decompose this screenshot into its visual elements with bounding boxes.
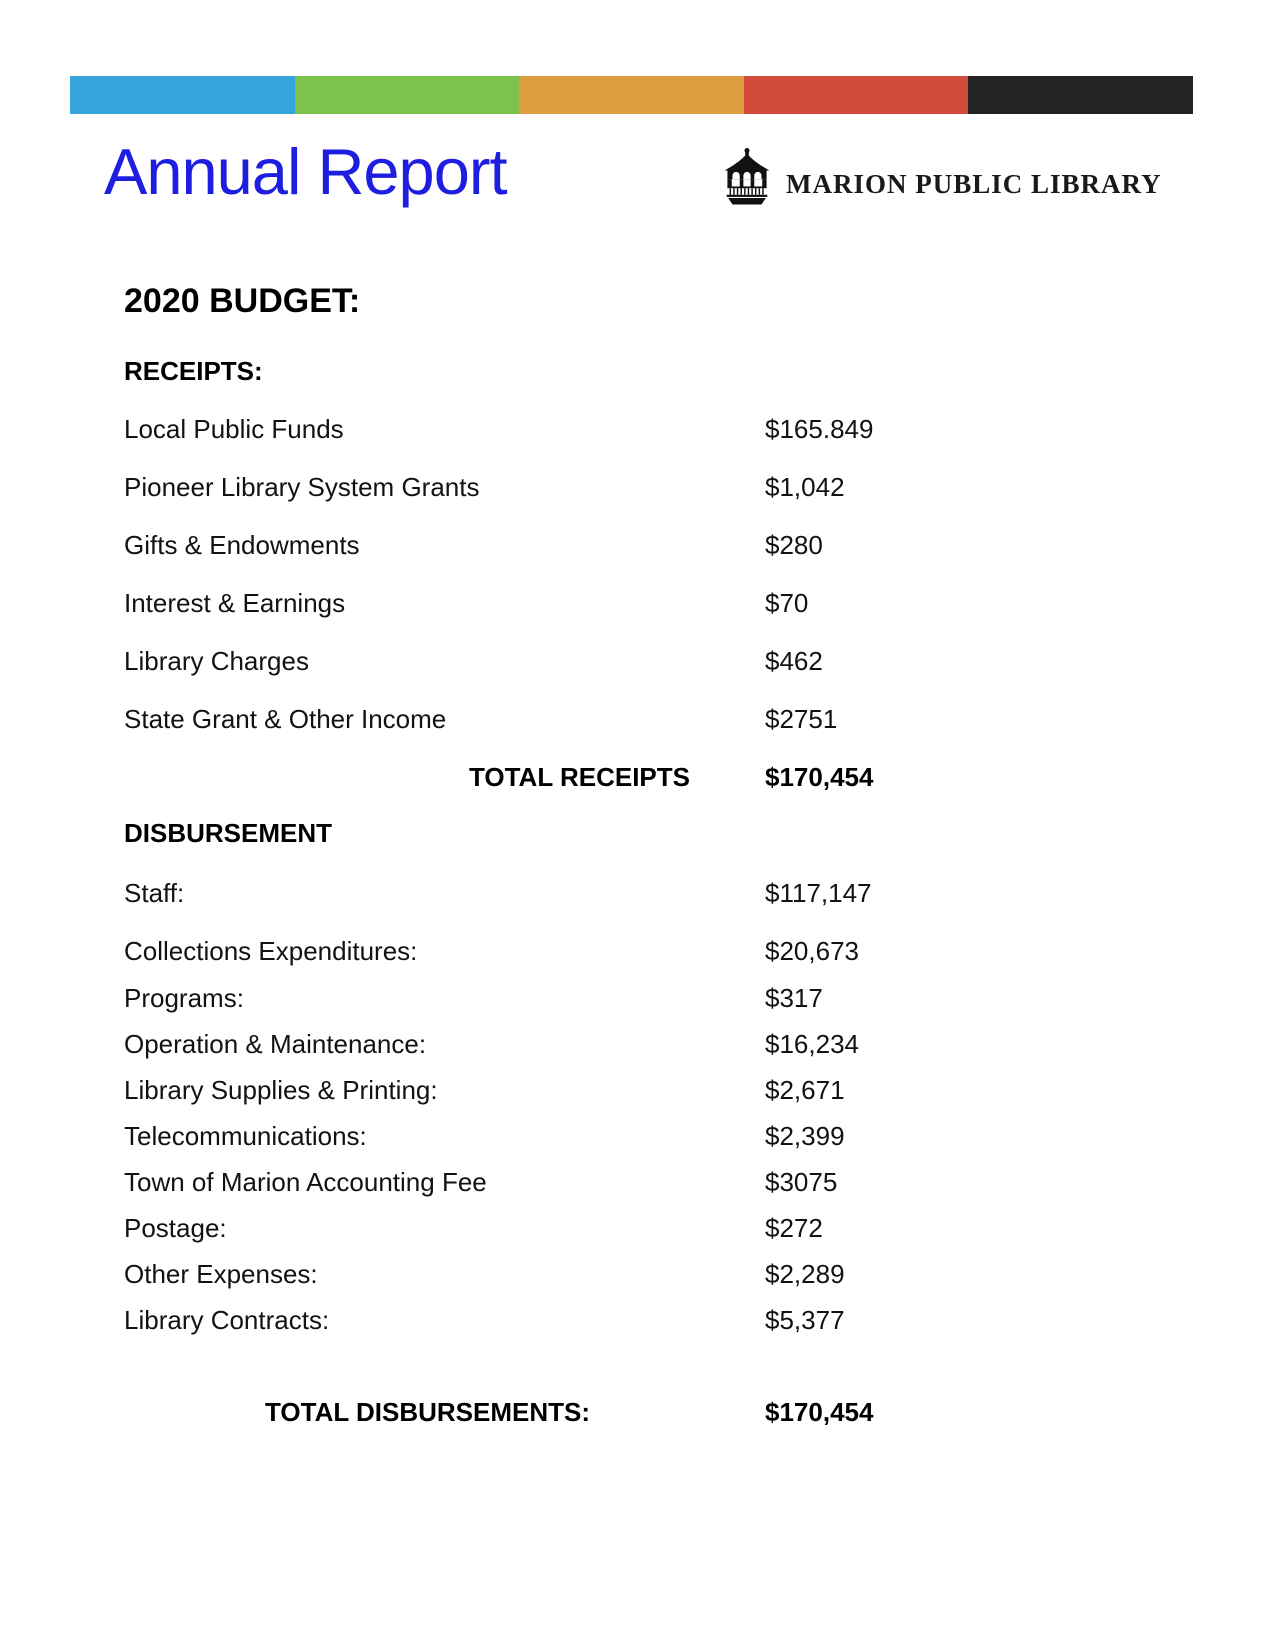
library-name: MARION PUBLIC LIBRARY [786,169,1162,199]
receipt-row [124,472,1084,503]
disbursement-row [124,1121,1084,1152]
disbursement-value: $16,234 [765,1029,859,1059]
receipt-label: Gifts & Endowments [124,530,360,560]
accent-bar-segment-red [744,76,969,114]
disbursement-value: $2,671 [765,1075,845,1105]
disbursement-value: $2,399 [765,1121,845,1151]
disbursement-row [124,1029,1084,1060]
disbursement-row [124,1259,1084,1290]
disbursement-value: $317 [765,983,823,1013]
receipt-label: Local Public Funds [124,414,344,444]
receipt-label: Pioneer Library System Grants [124,472,480,502]
disbursement-value: $117,147 [765,878,872,908]
total-disbursements-value: $170,454 [765,1397,874,1427]
disbursement-row [124,1213,1084,1244]
receipt-value: $70 [765,588,809,618]
receipt-row [124,530,1084,561]
disbursement-label: Programs: [124,983,244,1013]
gazebo-icon [722,148,772,206]
disbursement-row [124,878,1084,909]
disbursement-label: Other Expenses: [124,1259,318,1289]
receipt-row [124,704,1084,735]
disbursement-value: $5,377 [765,1305,845,1335]
accent-bar [70,76,1193,114]
disbursement-row [124,1305,1084,1336]
total-receipts-value: $170,454 [765,762,874,792]
page-title: Annual Report [104,135,507,208]
total-disbursements-label: TOTAL DISBURSEMENTS: [264,1397,590,1427]
accent-bar-segment-orange [519,76,744,114]
disbursement-label: Town of Marion Accounting Fee [124,1167,487,1197]
receipt-value: $462 [765,646,823,676]
disbursement-label: Staff: [124,878,185,908]
disbursement-label: Operation & Maintenance: [124,1029,427,1059]
receipt-value: $1,042 [765,472,845,502]
receipt-row [124,588,1084,619]
total-disbursements-row [124,1397,1084,1428]
receipt-value: $280 [765,530,823,560]
total-receipts-label: TOTAL RECEIPTS [468,762,690,792]
receipt-value: $2751 [765,704,838,734]
receipt-row [124,646,1084,677]
accent-bar-segment-blue [70,76,295,114]
disbursement-row [124,936,1084,967]
total-receipts-row [124,762,1084,793]
receipt-label: Library Charges [124,646,309,676]
disbursement-label: Library Contracts: [124,1305,330,1335]
receipt-row [124,414,1084,445]
receipt-label: State Grant & Other Income [124,704,447,734]
disbursement-value: $272 [765,1213,823,1243]
receipts-heading: RECEIPTS: [124,356,263,386]
accent-bar-segment-green [295,76,520,114]
accent-bar-segment-black [968,76,1193,114]
disbursement-label: Collections Expenditures: [124,936,418,966]
disbursement-heading: DISBURSEMENT [124,818,333,848]
disbursement-row [124,1167,1084,1198]
disbursement-row [124,983,1084,1014]
disbursement-label: Library Supplies & Printing: [124,1075,438,1105]
library-logo [722,148,1162,206]
budget-heading: 2020 BUDGET: [124,282,361,320]
disbursement-value: $20,673 [765,936,859,966]
receipt-value: $165.849 [765,414,874,444]
disbursement-label: Postage: [124,1213,227,1243]
disbursement-value: $2,289 [765,1259,845,1289]
disbursement-label: Telecommunications: [124,1121,367,1151]
disbursement-row [124,1075,1084,1106]
disbursement-value: $3075 [765,1167,838,1197]
receipt-label: Interest & Earnings [124,588,346,618]
